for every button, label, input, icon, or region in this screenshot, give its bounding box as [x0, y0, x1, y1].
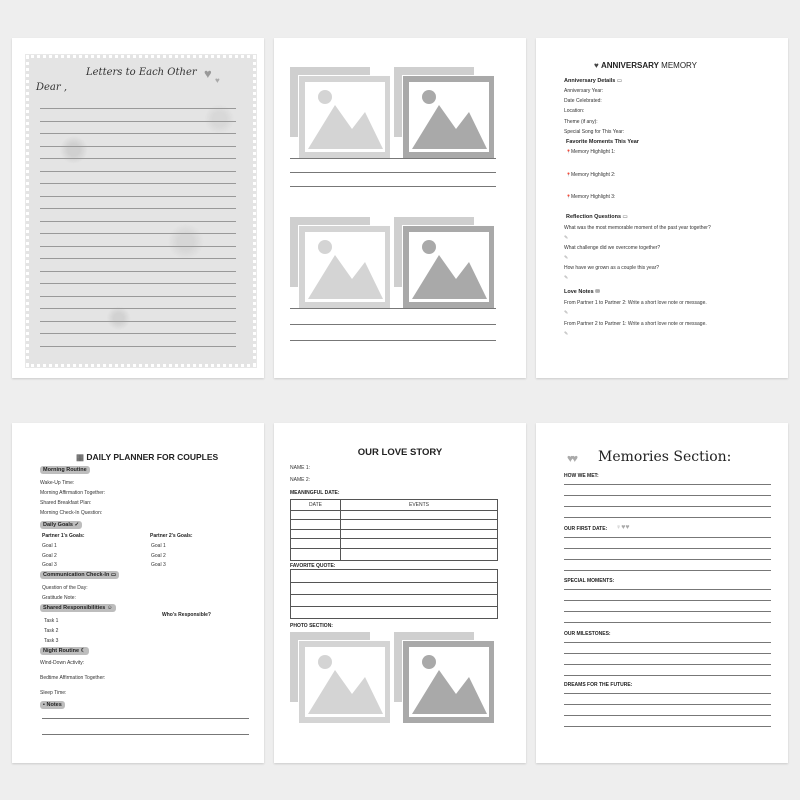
title-part2: MEMORY [661, 61, 698, 70]
letter-line [40, 333, 236, 334]
hearts-decoration-icon: ♥♥ [567, 453, 577, 465]
events-table [290, 499, 498, 561]
hearts-icon: ♥ [204, 66, 212, 81]
anniversary-page [536, 38, 788, 378]
memory-line [564, 570, 771, 571]
detail-label: Date Celebrated: [564, 98, 602, 105]
detail-label: Location: [564, 108, 585, 115]
letter-line [40, 221, 236, 222]
morning-item: Shared Breakfast Plan: [40, 500, 92, 506]
memory-section-label: OUR MILESTONES: [564, 631, 611, 637]
pen-icon: ✎ [564, 255, 569, 261]
caption-line [290, 158, 496, 159]
who-responsible: Who's Responsible? [162, 612, 211, 618]
night-routine-pill: Night Routine ☾ [40, 647, 89, 655]
letters-page [12, 38, 264, 378]
quote-row-line [291, 582, 497, 583]
photo-placeholder-icon [394, 216, 494, 308]
task-item: Task 1 [44, 618, 59, 624]
notes-pill: ▪ Notes [40, 701, 65, 709]
partner1-goals: Partner 1's Goals: [42, 533, 85, 539]
night-item: Bedtime Affirmation Together: [40, 675, 106, 681]
memory-line [564, 622, 771, 623]
chat-icon: ▭ [110, 572, 117, 578]
memory-line [564, 715, 771, 716]
envelope-icon: ✉ [595, 289, 600, 295]
morning-routine-pill: Morning Routine [40, 466, 90, 474]
memory-section-label: HOW WE MET: [564, 473, 599, 479]
meaningful-date-label: MEANINGFUL DATE: [290, 490, 340, 496]
partner1-goal: Goal 2 [42, 552, 57, 559]
partner1-goal: Goal 3 [42, 562, 57, 568]
letter-line [40, 233, 236, 234]
photo-placeholder-icon [394, 66, 494, 158]
small-heart-icon: ♥ [215, 76, 220, 85]
highlight-label [566, 194, 615, 200]
pen-icon: ✎ [564, 275, 569, 281]
daily-planner-page [12, 423, 264, 763]
table-row-line [291, 529, 497, 530]
col-events: EVENTS [409, 502, 430, 508]
caption-line [290, 324, 496, 325]
letter-line [40, 246, 236, 247]
letter-line [40, 171, 236, 172]
notes-line [42, 718, 249, 719]
letter-line [40, 308, 236, 309]
memory-line [564, 537, 771, 538]
table-row-line [291, 510, 497, 511]
memory-line [564, 675, 771, 676]
letter-line [40, 146, 236, 147]
letter-line [40, 133, 236, 134]
title-part1: ANNIVERSARY [600, 61, 659, 70]
partner1-goal: Goal 1 [42, 543, 57, 549]
notes-line [42, 734, 249, 735]
photo-placeholder-icon [290, 66, 390, 158]
reflection-question: What was the most memorable moment of the past year together? [564, 225, 711, 231]
check-icon: ✓ [74, 522, 80, 528]
memory-section-label: OUR FIRST DATE: [564, 526, 608, 532]
highlight-label [566, 172, 615, 178]
memory-line [564, 600, 771, 601]
pencil-icon: ▪ [43, 702, 45, 708]
partner2-goal: Goal 2 [151, 552, 166, 559]
detail-label: Special Song for This Year: [564, 128, 625, 135]
bubble-icon: ▭ [622, 214, 628, 220]
memory-line [564, 548, 771, 549]
favorites-header: Favorite Moments This Year [566, 139, 639, 145]
caption-line [290, 308, 496, 309]
pen-icon: ✎ [564, 310, 569, 316]
table-row-line [291, 519, 497, 520]
love-story-title: OUR LOVE STORY [357, 447, 443, 458]
photo-placeholder-icon [290, 631, 390, 723]
heart-icon: ♥ [594, 61, 599, 70]
details-header: Anniversary Details ▭ [564, 78, 623, 84]
salutation: Dear , [36, 82, 68, 93]
caption-line [290, 186, 496, 187]
memory-line [564, 517, 771, 518]
love-note-prompt: From Partner 1 to Partner 2: Write a short love note or message. [564, 300, 707, 306]
memory-line [564, 653, 771, 654]
memory-line [564, 559, 771, 560]
photo-placeholder-icon [394, 631, 494, 723]
love-note-prompt: From Partner 2 to Partner 1: Write a short love note or message. [564, 321, 707, 327]
calendar-icon: ▦ [76, 452, 85, 462]
partner2-goals: Partner 2's Goals: [150, 533, 193, 539]
photo-section-label: PHOTO SECTION: [290, 623, 333, 629]
night-item: Sleep Time: [40, 690, 67, 696]
memory-line [564, 726, 771, 727]
letter-line [40, 108, 236, 109]
name1-label: NAME 1: [290, 465, 311, 471]
photo-page [274, 38, 526, 378]
memory-line [564, 704, 771, 705]
name2-label: NAME 2: [290, 477, 311, 483]
communication-pill: Communication Check-In ▭ [40, 571, 119, 579]
favorite-quote-label: FAVORITE QUOTE: [290, 563, 336, 569]
detail-label: Anniversary Year: [564, 88, 604, 94]
task-item: Task 3 [44, 638, 59, 644]
pen-icon: ✎ [564, 235, 569, 241]
memories-title: Memories Section: [598, 449, 732, 465]
quote-box [290, 569, 498, 619]
quote-row-line [291, 594, 497, 595]
memory-line [564, 611, 771, 612]
pin-icon: 📍 [566, 171, 571, 177]
memory-line [564, 589, 771, 590]
col-date: DATE [309, 502, 322, 508]
pin-icon: 📍 [566, 149, 571, 154]
partner2-goal: Goal 1 [151, 543, 166, 549]
highlight-label [566, 149, 615, 155]
letter-line [40, 321, 236, 322]
morning-item: Morning Check-In Question: [40, 510, 103, 516]
memory-line [564, 693, 771, 694]
comm-item: Gratitude Note: [42, 595, 76, 601]
night-item: Wind-Down Activity: [40, 660, 85, 666]
people-icon: ☺ [106, 605, 113, 611]
memory-line [564, 484, 771, 485]
letter-line [40, 346, 236, 347]
task-item: Task 2 [44, 628, 59, 634]
letter-line [40, 296, 236, 297]
letter-line [40, 158, 236, 159]
caption-line [290, 340, 496, 341]
shared-responsibilities-pill: Shared Responsibilities ☺ [40, 604, 116, 612]
memory-line [564, 506, 771, 507]
highlight-text: Memory Highlight 3: [570, 194, 616, 200]
memory-section-label: DREAMS FOR THE FUTURE: [564, 682, 633, 688]
morning-item: Wake-Up Time: [40, 480, 75, 486]
letter-title: Letters to Each Other [86, 67, 197, 78]
memory-line [564, 664, 771, 665]
letter-line [40, 121, 236, 122]
love-notes-header: Love Notes ✉ [564, 289, 600, 295]
reflection-question: How have we grown as a couple this year? [564, 265, 660, 271]
pen-icon: ✎ [564, 331, 569, 337]
memory-line [564, 642, 771, 643]
anniversary-title [594, 61, 697, 70]
caption-line [290, 172, 496, 173]
memory-section-label: SPECIAL MOMENTS: [564, 578, 615, 584]
pin-icon: 📍 [566, 194, 571, 199]
photo-placeholder-icon [290, 216, 390, 308]
partner2-goal: Goal 3 [151, 562, 166, 568]
letter-line [40, 283, 236, 284]
letter-line [40, 196, 236, 197]
morning-item: Morning Affirmation Together: [40, 490, 106, 496]
first-date-icons: ♀♥♥ [616, 524, 630, 531]
detail-label: Theme (if any): [564, 118, 598, 125]
letter-line [40, 208, 236, 209]
love-story-page [274, 423, 526, 763]
reflection-header: Reflection Questions ▭ [566, 214, 628, 220]
note-icon: ▭ [616, 78, 623, 84]
daily-goals-pill: Daily Goals ✓ [40, 521, 82, 529]
moon-icon: ☾ [80, 648, 86, 654]
letter-line [40, 258, 236, 259]
table-row-line [291, 538, 497, 539]
planner-title: ▦ DAILY PLANNER FOR COUPLES [76, 452, 219, 462]
memories-page [536, 423, 788, 763]
quote-row-line [291, 606, 497, 607]
comm-item: Question of the Day: [42, 585, 88, 591]
highlight-text: Memory Highlight 1: [570, 149, 616, 155]
memory-line [564, 495, 771, 496]
table-row-line [291, 548, 497, 549]
letter-line [40, 271, 236, 272]
reflection-question: What challenge did we overcome together? [564, 245, 661, 251]
letter-line [40, 183, 236, 184]
highlight-text: Memory Highlight 2: [570, 171, 616, 178]
